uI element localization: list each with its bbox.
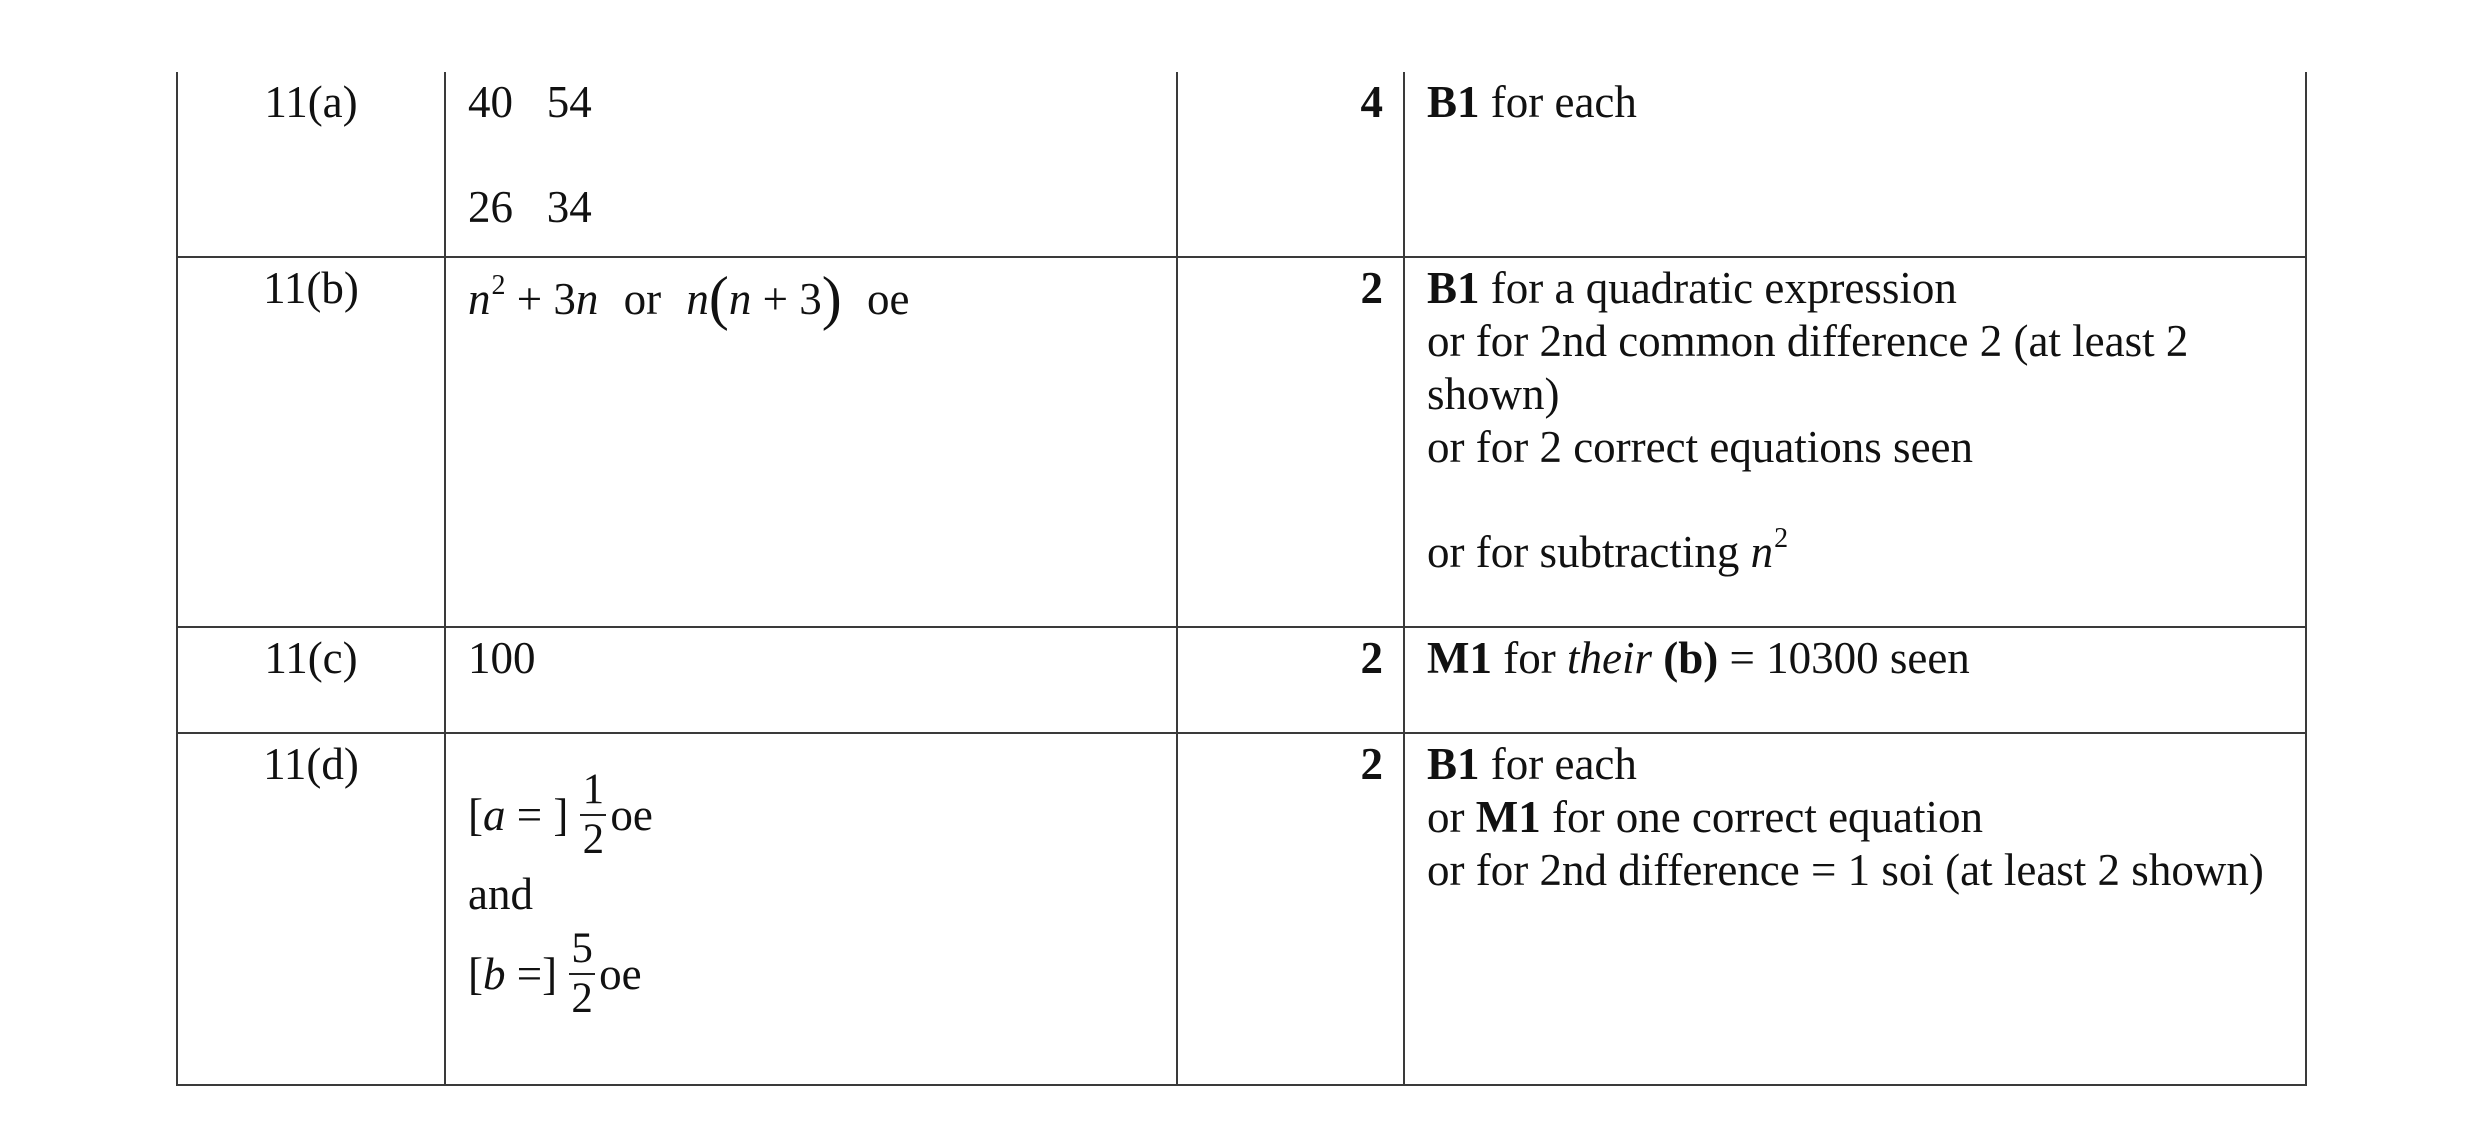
guidance-text [1652,633,1663,683]
mark-scheme-table [176,72,2307,1086]
question-number: 11(c) [177,627,445,733]
guidance-line [1427,632,2305,685]
math-exponent: 2 [491,270,506,301]
guidance-text: or [1427,792,1476,842]
fraction-denominator: 2 [582,816,605,863]
answer-and: and [468,869,533,919]
answer-b [468,927,1176,1021]
mark-code: B1 [1427,77,1480,127]
question-number: 11(d) [177,733,445,1085]
math-term: + 3 [505,274,576,324]
guidance-line: or for 2nd common difference 2 (at least 2 [1427,316,2189,366]
guidance-line [1427,791,2305,844]
mark-code: B1 [1427,263,1480,313]
guidance-italic: their [1566,633,1652,683]
math-oe: oe [867,274,910,324]
answer-cell: 100 [445,627,1177,733]
guidance-cell [1404,733,2306,1085]
answer-line: 26 34 [468,182,592,232]
math-var: n [1750,527,1774,577]
marks-cell: 2 [1177,627,1404,733]
marks-cell: 4 [1177,72,1404,257]
guidance-cell [1404,627,2306,733]
bracket: = ] [505,789,569,840]
guidance-text: for each [1479,77,1637,127]
guidance-text: = 10300 seen [1718,633,1970,683]
math-oe: oe [599,948,642,999]
table-row [177,733,2306,1085]
question-number: 11(a) [177,72,445,257]
fraction-numerator: 5 [571,925,593,972]
fraction-denominator: 2 [571,975,593,1022]
fraction-numerator: 1 [582,766,605,813]
guidance-text: for a quadratic expression [1479,263,1957,313]
part-reference: (b) [1663,633,1719,683]
math-or: or [623,274,662,324]
mark-code: M1 [1427,633,1492,683]
marks-cell: 2 [1177,733,1404,1085]
answer-cell [445,257,1177,627]
math-exponent: 2 [1774,523,1789,554]
table-row [177,627,2306,733]
guidance-line: or for 2nd difference = 1 soi (at least 2 shown) [1427,845,2264,895]
fraction [569,927,595,1021]
guidance-line: shown) [1427,369,1560,419]
math-var: n [468,274,491,324]
guidance-text: or for subtracting [1427,527,1751,577]
guidance-line [1427,523,2305,585]
marks-cell: 2 [1177,257,1404,627]
guidance-line: or for 2 correct equations seen [1427,422,1974,472]
math-var: n [728,274,752,324]
guidance-line [1427,738,2305,791]
guidance-text: for one correct equation [1540,792,1984,842]
answer-line: 40 54 [468,77,592,127]
math-oe: oe [610,789,653,840]
answer-expression [468,265,1176,332]
question-number: 11(b) [177,257,445,627]
answer-cell [445,733,1177,1085]
mark-code: M1 [1475,792,1541,842]
guidance-text: for [1491,633,1567,683]
answer-cell [445,72,1177,257]
math-var: n [575,274,599,324]
fraction [580,768,606,862]
guidance-line [1427,262,2305,315]
math-var: b [483,948,506,999]
guidance-cell [1404,257,2306,627]
bracket: [ [468,948,483,999]
guidance-cell [1404,72,2306,257]
mark-code: B1 [1427,739,1480,789]
math-paren: ( [708,265,729,331]
bracket: [ [468,789,483,840]
answer-a [468,768,1176,862]
guidance-line [1427,76,2305,129]
math-term: + 3 [751,274,822,324]
table-row [177,257,2306,627]
guidance-text: for each [1479,739,1637,789]
math-paren: ) [821,265,842,331]
table-row [177,72,2306,257]
bracket: =] [505,948,558,999]
math-var: a [483,789,506,840]
math-var: n [686,274,709,324]
